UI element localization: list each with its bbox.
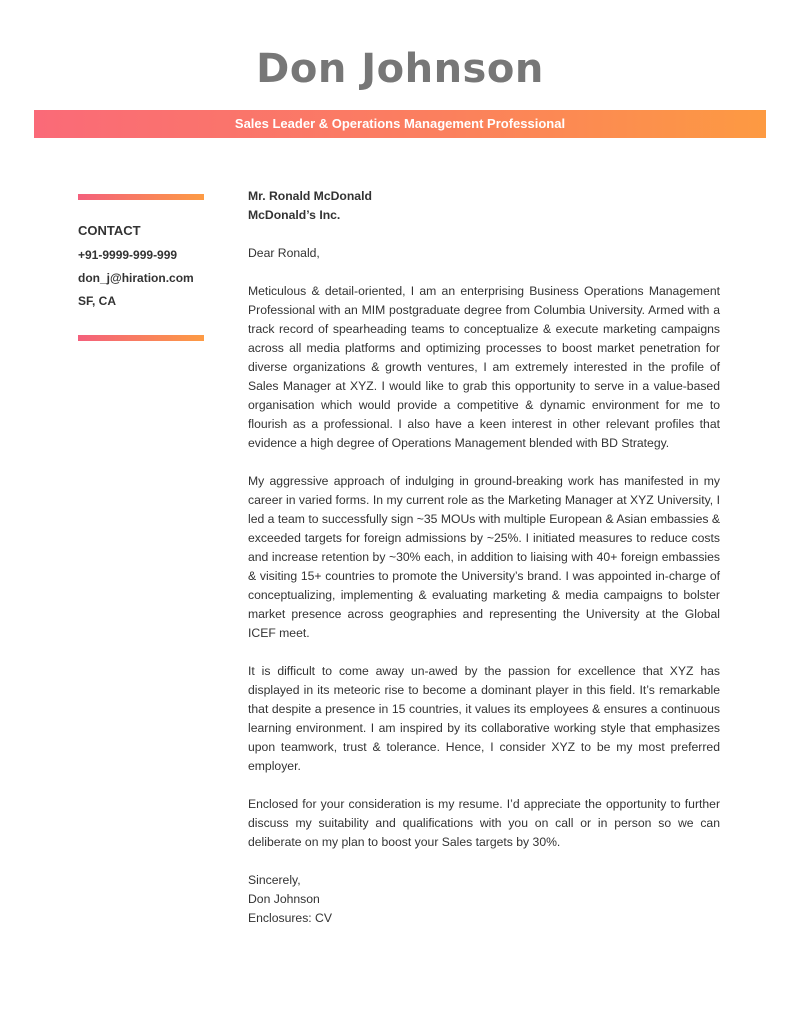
contact-top-divider [78, 194, 204, 200]
candidate-name: Don Johnson [256, 46, 544, 92]
letter-paragraph: Meticulous & detail-oriented, I am an enterprising Business Operations Management Professional with an MIM postgraduate degree from Columbia University. Armed with a track record of spearheading teams to conceptualize & execute marketing campaigns across all media platforms and optimizing processes to boost market penetration for diverse organizations & growth ventures, I am extremely interested in the profile of Sales Manager at XYZ. I would like to grab this opportunity to serve in a value-based organisation which would provide a competitive & dynamic environment for me to flourish as a professional. I also have a keen interest in other relevant profiles that evidence a high degree of Operations Management blended with BD Strategy. [248, 284, 720, 450]
letter-body [248, 187, 720, 928]
contact-section [78, 223, 218, 317]
contact-heading: CONTACT [78, 223, 141, 238]
contact-email: don_j@hiration.com [78, 271, 194, 285]
letter-paragraph: Enclosed for your consideration is my resume. I’d appreciate the opportunity to further discuss my suitability and qualifications with you on call or in person so we can deliberate on my plan to boost your Sales targets by 30%. [248, 797, 720, 849]
contact-phone: +91-9999-999-999 [78, 248, 178, 262]
tagline-banner: Sales Leader & Operations Management Professional [34, 110, 766, 138]
letter-paragraph: My aggressive approach of indulging in ground-breaking work has manifested in my career in varied forms. In my current role as the Marketing Manager at XYZ University, I led a team to successfully sign ~35 MOUs with multiple European & Asian embassies & exceeded targets for foreign admissions by ~25%. I initiated measures to reduce costs and increase retention by ~30% each, in addition to liaising with 40+ foreign embassies & visiting 15+ countries to promote the University’s brand. I was appointed in-charge of conceptualizing, implementing & evaluating marketing & media campaigns to bolster market presence across geographies and representing the University at the Global ICEF meet. [248, 474, 720, 640]
letter-paragraph: It is difficult to come away un-awed by the passion for excellence that XYZ has displayed in its meteoric rise to become a dominant player in this field. It’s remarkable that despite a presence in 15 countries, it values its employees & ensures a continuous learning environment. I am inspired by its collaborative working style that emphasizes upon teamwork, trust & tolerance. Hence, I consider XYZ to be my most preferred employer. [248, 664, 720, 773]
recipient-name: Mr. Ronald McDonald [248, 189, 372, 203]
contact-location: SF, CA [78, 294, 117, 308]
signature-name: Don Johnson [248, 892, 320, 906]
closing: Sincerely, [248, 873, 301, 887]
contact-bottom-divider [78, 335, 204, 341]
enclosures: Enclosures: CV [248, 911, 332, 925]
recipient-company: McDonald’s Inc. [248, 208, 341, 222]
salutation: Dear Ronald, [248, 246, 320, 260]
